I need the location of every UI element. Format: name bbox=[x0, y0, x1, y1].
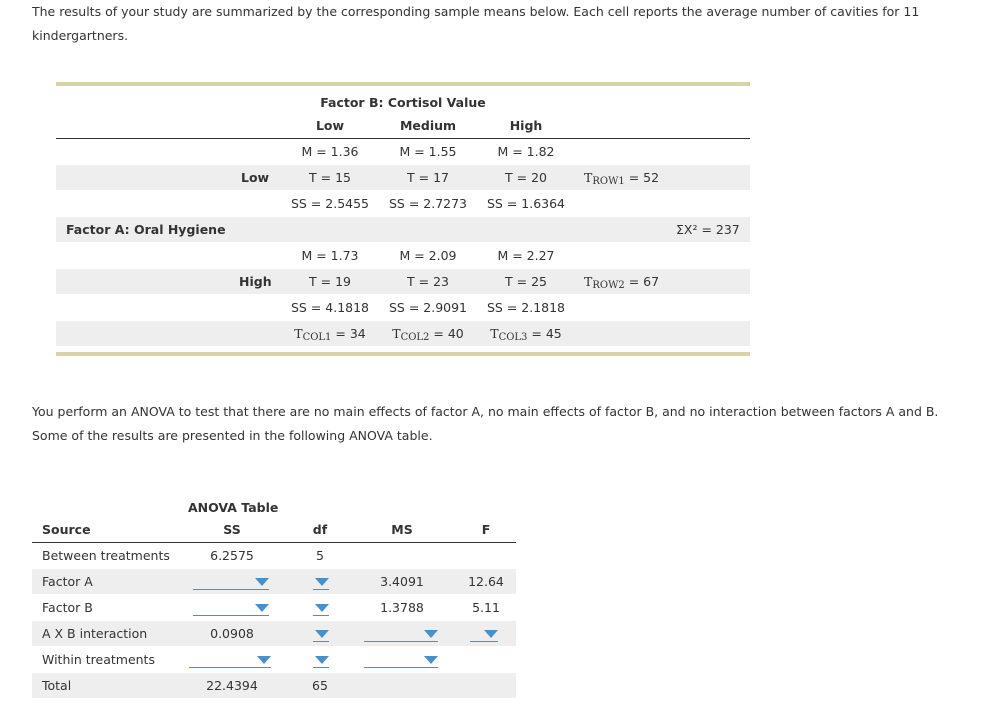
anova-ms-factor-b: 1.3788 bbox=[380, 600, 424, 615]
cell-low-low-t: T = 15 bbox=[309, 170, 351, 185]
within-df-dropdown[interactable] bbox=[313, 649, 329, 668]
factor-b-ss-dropdown[interactable] bbox=[193, 597, 269, 616]
anova-source-between: Between treatments bbox=[42, 548, 170, 563]
cell-high-medium-ss: SS = 2.9091 bbox=[388, 300, 468, 315]
chevron-down-icon bbox=[424, 656, 438, 664]
cell-high-high-ss: SS = 2.1818 bbox=[486, 300, 566, 315]
col-total-high: $T_{COL3} = 45$ bbox=[490, 326, 562, 343]
cell-low-high-m: M = 1.82 bbox=[497, 144, 555, 159]
anova-source-interaction: A X B interaction bbox=[42, 626, 148, 641]
factor-b-level-high: High bbox=[509, 118, 543, 133]
factor-a-title: Factor A: Oral Hygiene bbox=[66, 222, 226, 237]
chevron-down-icon bbox=[424, 630, 438, 638]
cell-high-high-t: T = 25 bbox=[505, 274, 547, 289]
factor-b-level-low: Low bbox=[315, 118, 345, 133]
anova-source-factor-a: Factor A bbox=[42, 574, 93, 589]
factor-a-level-low: Low bbox=[241, 170, 270, 185]
anova-source-factor-b: Factor B bbox=[42, 600, 93, 615]
cell-low-high-ss: SS = 1.6364 bbox=[486, 196, 566, 211]
sum-x-squared: ΣX² = 237 bbox=[676, 222, 740, 237]
factor-a-level-high: High bbox=[239, 274, 272, 289]
anova-header-f: F bbox=[481, 522, 491, 537]
anova-ms-factor-a: 3.4091 bbox=[380, 574, 424, 589]
cell-high-low-t: T = 19 bbox=[309, 274, 351, 289]
anova-df-total: 65 bbox=[312, 678, 328, 693]
anova-header-ms: MS bbox=[391, 522, 413, 537]
cell-low-medium-m: M = 1.55 bbox=[399, 144, 457, 159]
chevron-down-icon bbox=[315, 630, 329, 638]
chevron-down-icon bbox=[315, 578, 329, 586]
col-total-low: $T_{COL1} = 34$ bbox=[294, 326, 366, 343]
anova-ss-interaction: 0.0908 bbox=[210, 626, 254, 641]
cell-low-medium-ss: SS = 2.7273 bbox=[388, 196, 468, 211]
within-ms-dropdown[interactable] bbox=[364, 649, 438, 668]
chevron-down-icon bbox=[255, 604, 269, 612]
anova-source-total: Total bbox=[42, 678, 72, 693]
anova-f-factor-b: 5.11 bbox=[472, 600, 500, 615]
anova-source-within: Within treatments bbox=[42, 652, 155, 667]
cell-low-high-t: T = 20 bbox=[505, 170, 547, 185]
anova-intro-text: You perform an ANOVA to test that there are no main effects of factor A, no main effects of factor B, and no interaction between factors A and B. Some of the results are presented in the following ANOVA table. bbox=[32, 404, 939, 443]
anova-table-title: ANOVA Table bbox=[188, 500, 279, 515]
cell-high-low-ss: SS = 4.1818 bbox=[290, 300, 370, 315]
cell-high-high-m: M = 2.27 bbox=[497, 248, 555, 263]
chevron-down-icon bbox=[255, 578, 269, 586]
anova-df-between: 5 bbox=[316, 548, 324, 563]
factor-b-df-dropdown[interactable] bbox=[313, 597, 329, 616]
intro-text: The results of your study are summarized by the corresponding sample means below. Each cell reports the average number of cavities for 11 kindergartners. bbox=[32, 4, 920, 43]
anova-header-source: Source bbox=[42, 522, 91, 537]
anova-header-df: df bbox=[312, 522, 328, 537]
factor-a-df-dropdown[interactable] bbox=[313, 571, 329, 590]
anova-ss-total: 22.4394 bbox=[206, 678, 258, 693]
cell-low-low-ss: SS = 2.5455 bbox=[290, 196, 370, 211]
col-total-medium: $T_{COL2} = 40$ bbox=[392, 326, 464, 343]
cell-high-low-m: M = 1.73 bbox=[301, 248, 359, 263]
interaction-df-dropdown[interactable] bbox=[313, 623, 329, 642]
cell-high-medium-m: M = 2.09 bbox=[399, 248, 457, 263]
table-bottom-border bbox=[56, 352, 750, 356]
interaction-ms-dropdown[interactable] bbox=[364, 623, 438, 642]
chevron-down-icon bbox=[484, 630, 498, 638]
factor-a-ss-dropdown[interactable] bbox=[193, 571, 269, 590]
anova-ss-between: 6.2575 bbox=[210, 548, 254, 563]
chevron-down-icon bbox=[315, 604, 329, 612]
cell-low-medium-t: T = 17 bbox=[407, 170, 449, 185]
cell-high-medium-t: T = 23 bbox=[407, 274, 449, 289]
row-total-high: $T_{ROW2} = 67$ bbox=[584, 274, 660, 291]
chevron-down-icon bbox=[257, 656, 271, 664]
factor-b-level-medium: Medium bbox=[399, 118, 457, 133]
within-ss-dropdown[interactable] bbox=[189, 649, 271, 668]
interaction-f-dropdown[interactable] bbox=[470, 623, 498, 642]
chevron-down-icon bbox=[315, 656, 329, 664]
row-total-low: $T_{ROW1} = 52$ bbox=[584, 170, 660, 187]
cell-low-low-m: M = 1.36 bbox=[301, 144, 359, 159]
factor-b-title: Factor B: Cortisol Value bbox=[320, 95, 486, 110]
table-top-border bbox=[56, 82, 750, 86]
anova-f-factor-a: 12.64 bbox=[468, 574, 504, 589]
anova-header-ss: SS bbox=[223, 522, 241, 537]
